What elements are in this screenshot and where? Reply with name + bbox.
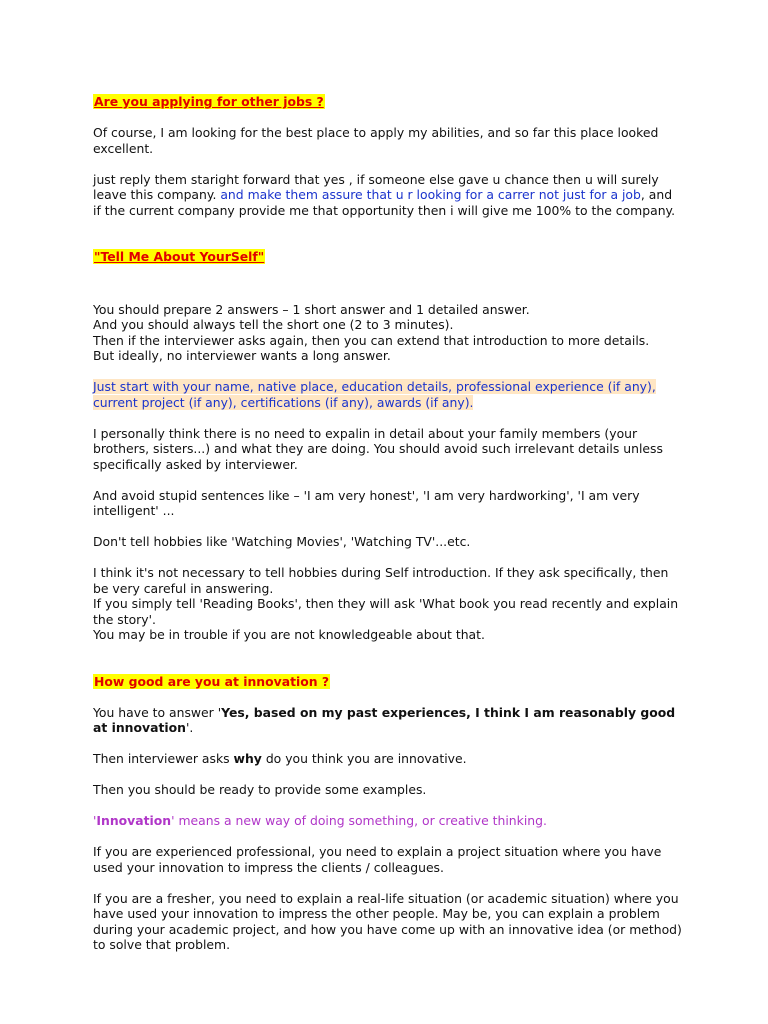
bold-text-run: Yes, based on my past experiences, I think I am reasonably good at innovation	[93, 704, 676, 735]
line: And you should always tell the short one (2 to 3 minutes).	[93, 317, 454, 332]
paragraph	[93, 172, 683, 219]
text-run: '	[93, 813, 97, 828]
paragraph: I personally think there is no need to expalin in detail about your family members (your brothers, sisters...) and what they are doing. You should avoid such irrelevant details unless specifically asked by interviewer.	[93, 425, 663, 472]
text-run: ' means a new way of doing something, or creative thinking.	[171, 813, 547, 828]
text-run: Then interviewer asks	[93, 751, 234, 766]
paragraph	[93, 705, 683, 736]
paragraph: If you are experienced professional, you need to explain a project situation where you have used your innovation to impress the clients / colleagues.	[93, 844, 662, 875]
bold-text-run: why	[233, 751, 262, 766]
paragraph: And avoid stupid sentences like – 'I am very honest', 'I am very hardworking', 'I am very intelligent' ...	[93, 487, 640, 518]
section-heading-innovation	[93, 674, 683, 690]
purple-paragraph	[93, 813, 683, 829]
document-body	[93, 94, 683, 953]
line: You may be in trouble if you are not knowledgeable about that.	[93, 627, 485, 642]
text-run: do you think you are innovative.	[261, 751, 467, 766]
section-heading-self	[93, 249, 683, 265]
line: But ideally, no interviewer wants a long answer.	[93, 348, 391, 363]
paragraph: If you are a fresher, you need to explain a real-life situation (or academic situation) where you have used your innovation to impress the other people. May be, you can explain a problem during your academic project, and how you have come up with an innovative idea (or method) to solve that problem.	[93, 890, 682, 952]
line: If you simply tell 'Reading Books', then they will ask 'What book you read recently and explain the story'.	[93, 596, 679, 627]
heading-text: Are you applying for other jobs ?	[94, 94, 324, 109]
text-run: just reply them staright forward that yes , if someone else gave u chance then u will surely leave this company.	[93, 171, 659, 202]
line: You should prepare 2 answers – 1 short answer and 1 detailed answer.	[93, 301, 530, 317]
line: I think it's not necessary to tell hobbies during Self introduction. If they ask specifically, then be very careful in answering.	[93, 565, 669, 596]
paragraph: Of course, I am looking for the best place to apply my abilities, and so far this place looked excellent.	[93, 125, 659, 156]
blue-text-run: and make them assure that u r looking for a carrer not just for a job	[220, 187, 641, 202]
heading-text: "Tell Me About YourSelf"	[94, 249, 265, 264]
text-run: '.	[185, 720, 194, 735]
highlighted-paragraph	[93, 379, 683, 410]
text-run: You have to answer '	[93, 704, 222, 720]
text-run: , and if the current company provide me that opportunity then i will give me 100% to the company.	[93, 187, 676, 218]
line: Then if the interviewer asks again, then you can extend that introduction to more details.	[93, 332, 650, 348]
highlighted-text: Just start with your name, native place, education details, professional experience (if any), current project (if any), certifications (if any), awards (if any).	[93, 379, 656, 410]
heading-text: How good are you at innovation ?	[94, 673, 330, 689]
section-heading-jobs	[93, 94, 683, 110]
paragraph	[93, 751, 683, 767]
paragraph: Then you should be ready to provide some examples.	[93, 782, 427, 797]
paragraph: Don't tell hobbies like 'Watching Movies', 'Watching TV'...etc.	[93, 534, 471, 549]
bold-text-run: Innovation	[96, 813, 172, 828]
